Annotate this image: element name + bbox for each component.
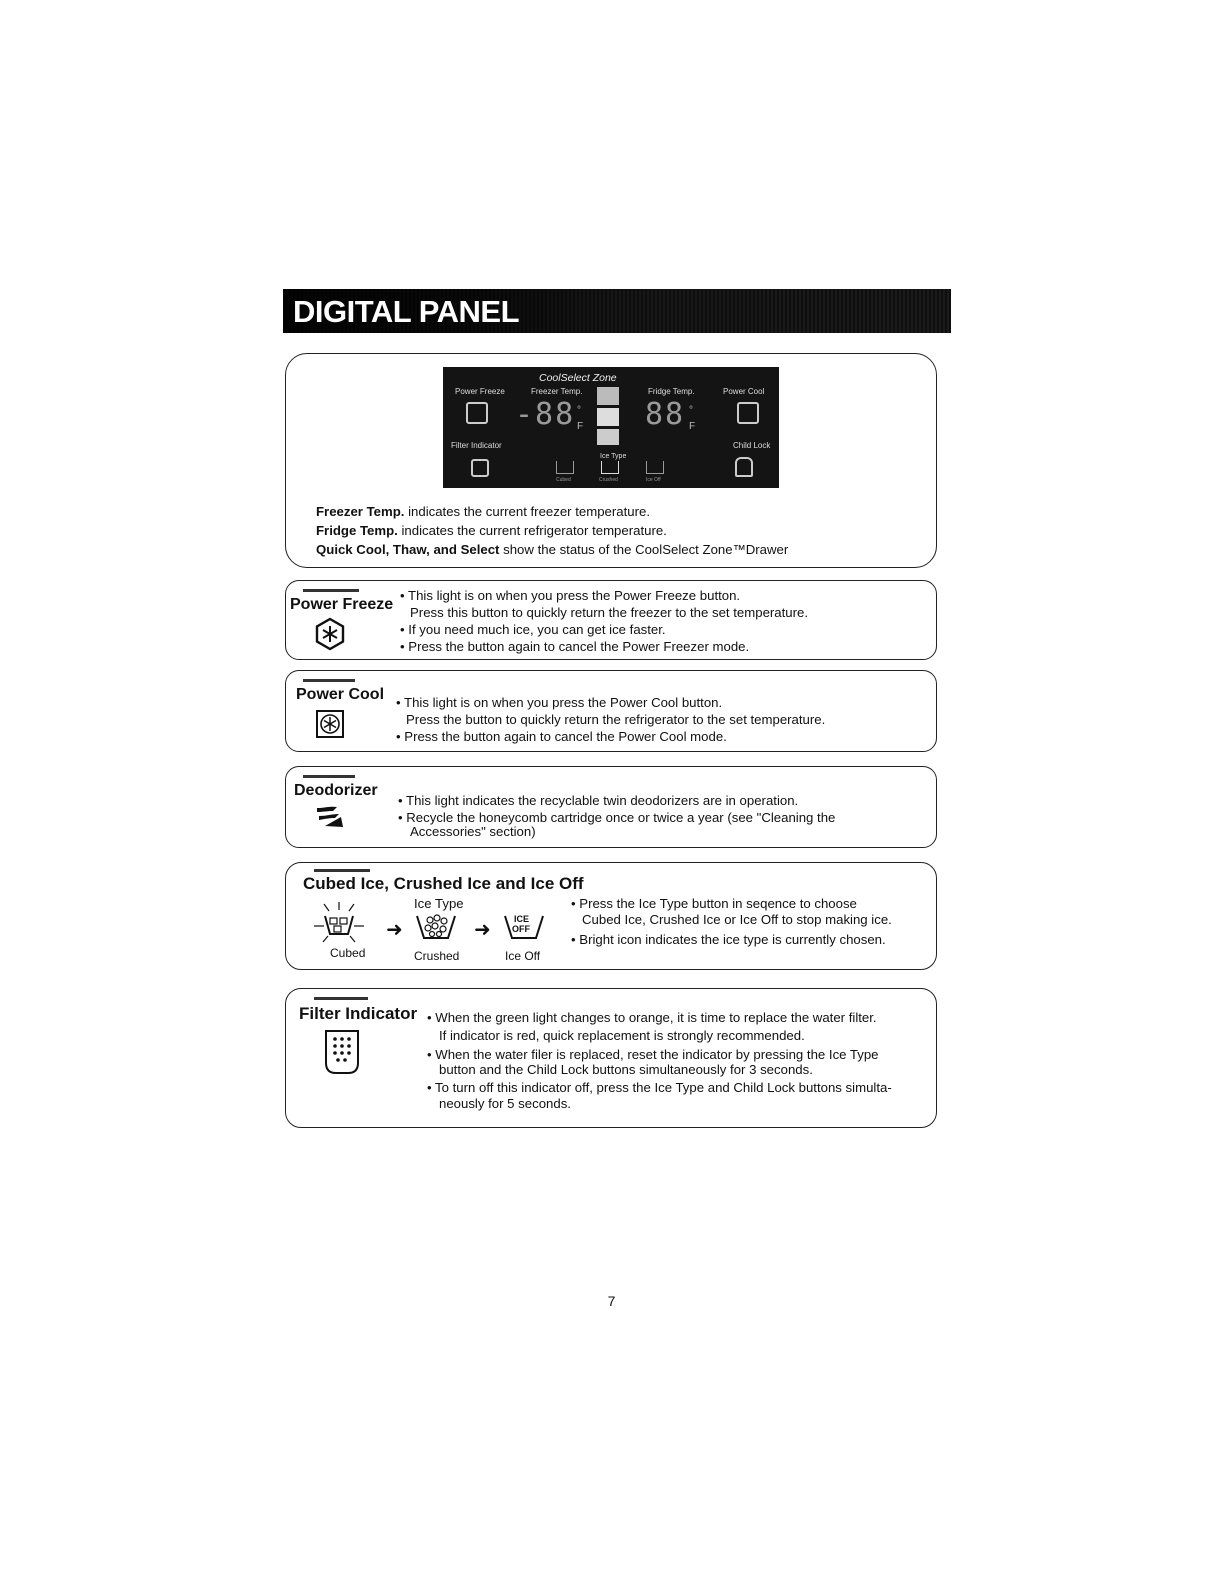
ice-off-label: Ice Off	[505, 949, 541, 963]
power-freeze-label: Power Freeze	[455, 387, 505, 396]
crushed-label: Crushed	[414, 949, 460, 963]
title-stub	[303, 775, 355, 778]
cubed-ice-icon	[556, 461, 574, 474]
deodorizer-title: Deodorizer	[294, 782, 378, 799]
freezer-degree: °	[577, 405, 581, 416]
crushed-ice-icon	[601, 461, 619, 474]
power-cool-line-3: • Press the button again to cancel the Power Cool mode.	[396, 729, 727, 744]
power-freeze-button[interactable]	[466, 402, 488, 424]
fridge-readout: 88	[645, 397, 686, 432]
power-cool-button[interactable]	[737, 402, 759, 424]
arrow-icon: ➜	[474, 919, 491, 941]
deodorizer-line-2: • Recycle the honeycomb cartridge once or twice a year (see "Cleaning the	[398, 810, 836, 825]
cubed-label: Cubed	[330, 946, 366, 960]
filter-indicator-icon	[322, 1029, 362, 1075]
deodorizer-icon	[315, 805, 345, 829]
power-freeze-line-3: • If you need much ice, you can get ice faster.	[400, 622, 666, 637]
child-lock-button[interactable]	[735, 457, 753, 477]
title-stub	[314, 997, 368, 1000]
filter-line-4: button and the Child Lock buttons simultaneously for 3 seconds.	[439, 1062, 813, 1077]
title-stub	[303, 679, 355, 682]
power-freeze-line-2: Press this button to quickly return the freezer to the set temperature.	[410, 605, 809, 620]
power-freeze-line-1: • This light is on when you press the Power Freeze button.	[400, 588, 741, 603]
cubed-label: Cubed	[556, 477, 571, 483]
child-lock-label: Child Lock	[733, 441, 771, 450]
freezer-temp-label: Freezer Temp.	[531, 387, 583, 396]
crushed-label: Crushed	[599, 477, 618, 483]
cubed-ice-icon	[310, 900, 368, 950]
coolselect-icons	[597, 387, 621, 449]
fridge-degree: °	[689, 405, 693, 416]
ice-off-icon-text-2: OFF	[512, 924, 530, 934]
power-cool-icon	[315, 709, 345, 739]
intro-line-2: Fridge Temp. indicates the current refrigerator temperature.	[316, 523, 667, 538]
filter-line-3: • When the water filer is replaced, reset the indicator by pressing the Ice Type	[427, 1047, 879, 1062]
filter-line-5: • To turn off this indicator off, press the Ice Type and Child Lock buttons simulta-	[427, 1080, 892, 1095]
title-stub	[314, 869, 370, 872]
page-number: 7	[607, 1293, 616, 1309]
power-freeze-icon	[313, 617, 347, 651]
power-cool-line-2: Press the button to quickly return the refrigerator to the set temperature.	[406, 712, 826, 727]
fridge-temp-label: Fridge Temp.	[648, 387, 695, 396]
deodorizer-line-3: Accessories" section)	[410, 824, 536, 839]
ice-off-icon	[646, 461, 664, 474]
power-cool-line-1: • This light is on when you press the Power Cool button.	[396, 695, 723, 710]
arrow-icon: ➜	[386, 919, 403, 941]
title-stub	[303, 589, 359, 592]
filter-indicator-label: Filter Indicator	[451, 441, 502, 450]
ice-off-icon-text-1: ICE	[514, 914, 530, 924]
intro-line-3: Quick Cool, Thaw, and Select show the status of the CoolSelect Zone™Drawer	[316, 542, 789, 557]
power-cool-label: Power Cool	[723, 387, 765, 396]
crushed-ice-icon	[414, 910, 458, 944]
filter-line-1: • When the green light changes to orange, it is time to replace the water filter.	[427, 1010, 877, 1025]
zone-title: CoolSelect Zone	[539, 372, 617, 384]
ice-off-label: Ice Off	[646, 477, 661, 483]
ice-title: Cubed Ice, Crushed Ice and Ice Off	[303, 874, 584, 893]
fridge-unit: F	[689, 421, 696, 432]
filter-indicator-icon	[471, 459, 489, 477]
section-title: DIGITAL PANEL	[293, 294, 519, 329]
filter-line-6: neously for 5 seconds.	[439, 1096, 571, 1111]
display-panel	[443, 367, 779, 488]
ice-line-3: • Bright icon indicates the ice type is currently chosen.	[571, 932, 886, 947]
power-freeze-title: Power Freeze	[290, 596, 394, 613]
ice-line-1: • Press the Ice Type button in seqence to choose	[571, 896, 857, 911]
freezer-readout: -88	[515, 397, 576, 432]
power-freeze-line-4: • Press the button again to cancel the Power Freezer mode.	[400, 639, 750, 654]
deodorizer-line-1: • This light indicates the recyclable twin deodorizers are in operation.	[398, 793, 799, 808]
power-cool-title: Power Cool	[296, 686, 385, 703]
ice-type-label: Ice Type	[414, 896, 464, 911]
ice-type-label: Ice Type	[600, 453, 627, 460]
intro-line-1: Freezer Temp. indicates the current freezer temperature.	[316, 504, 650, 519]
ice-line-2: Cubed Ice, Crushed Ice or Ice Off to stop making ice.	[582, 912, 892, 927]
filter-title: Filter Indicator	[299, 1004, 418, 1023]
filter-line-2: If indicator is red, quick replacement is strongly recommended.	[439, 1028, 805, 1043]
freezer-unit: F	[577, 421, 584, 432]
section-header-bar	[283, 289, 951, 333]
